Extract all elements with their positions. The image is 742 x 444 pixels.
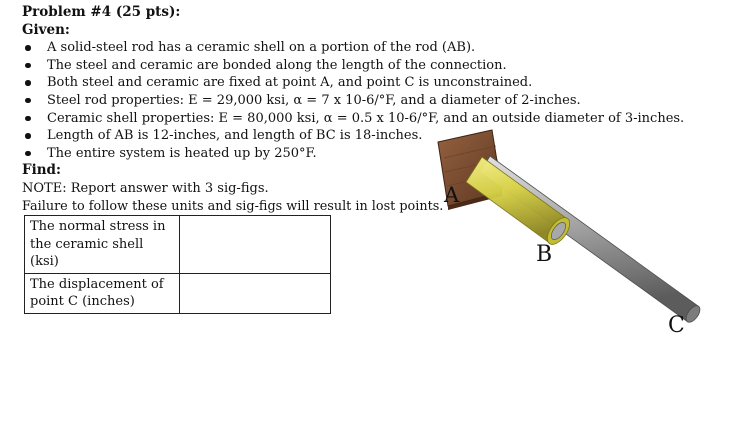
given-item: The entire system is heated up by 250°F. [22,145,452,163]
bullet-icon [25,98,31,104]
point-a-label: A [444,183,460,207]
given-item: Both steel and ceramic are fixed at point A, and point C is unconstrained. [22,74,452,92]
failure-warning: Failure to follow these units and sig-figs will result in lost points. [22,198,444,214]
row-label-displacement: The displacement of point C (inches) [25,273,180,313]
given-item: Ceramic shell properties: E = 80,000 ksi, α = 0.5 x 10-6/°F, and an outside diameter of 3-inches. [22,110,452,128]
rod-diagram [430,128,742,344]
answers-table [24,215,331,314]
given-heading: Given: [22,21,70,38]
bullet-icon [25,45,31,51]
given-item: Steel rod properties: E = 29,000 ksi, α = 7 x 10-6/°F, and a diameter of 2-inches. [22,92,452,110]
given-item: Length of AB is 12-inches, and length of BC is 18-inches. [22,127,452,145]
bullet-icon [25,116,31,122]
bullet-icon [25,63,31,69]
given-list [22,39,685,162]
answer-cell-normal-stress[interactable] [180,216,331,274]
row-label-normal-stress: The normal stress in the ceramic shell (ksi) [25,216,180,274]
given-item: A solid-steel rod has a ceramic shell on a portion of the rod (AB). [22,39,452,57]
given-item: The steel and ceramic are bonded along the length of the connection. [22,57,452,75]
bullet-icon [25,151,31,157]
answer-cell-displacement[interactable] [180,273,331,313]
problem-title: Problem #4 (25 pts): [22,4,181,20]
bullet-icon [25,133,31,139]
problem-statement [22,4,685,215]
find-heading: Find: [22,162,61,179]
note-text: NOTE: Report answer with 3 sig-figs. [22,180,269,196]
point-c-label: C [668,313,685,338]
point-b-label: B [536,242,553,267]
table-row [25,216,331,274]
rod-figure [430,128,742,344]
bullet-icon [25,80,31,86]
table-row [25,273,331,313]
